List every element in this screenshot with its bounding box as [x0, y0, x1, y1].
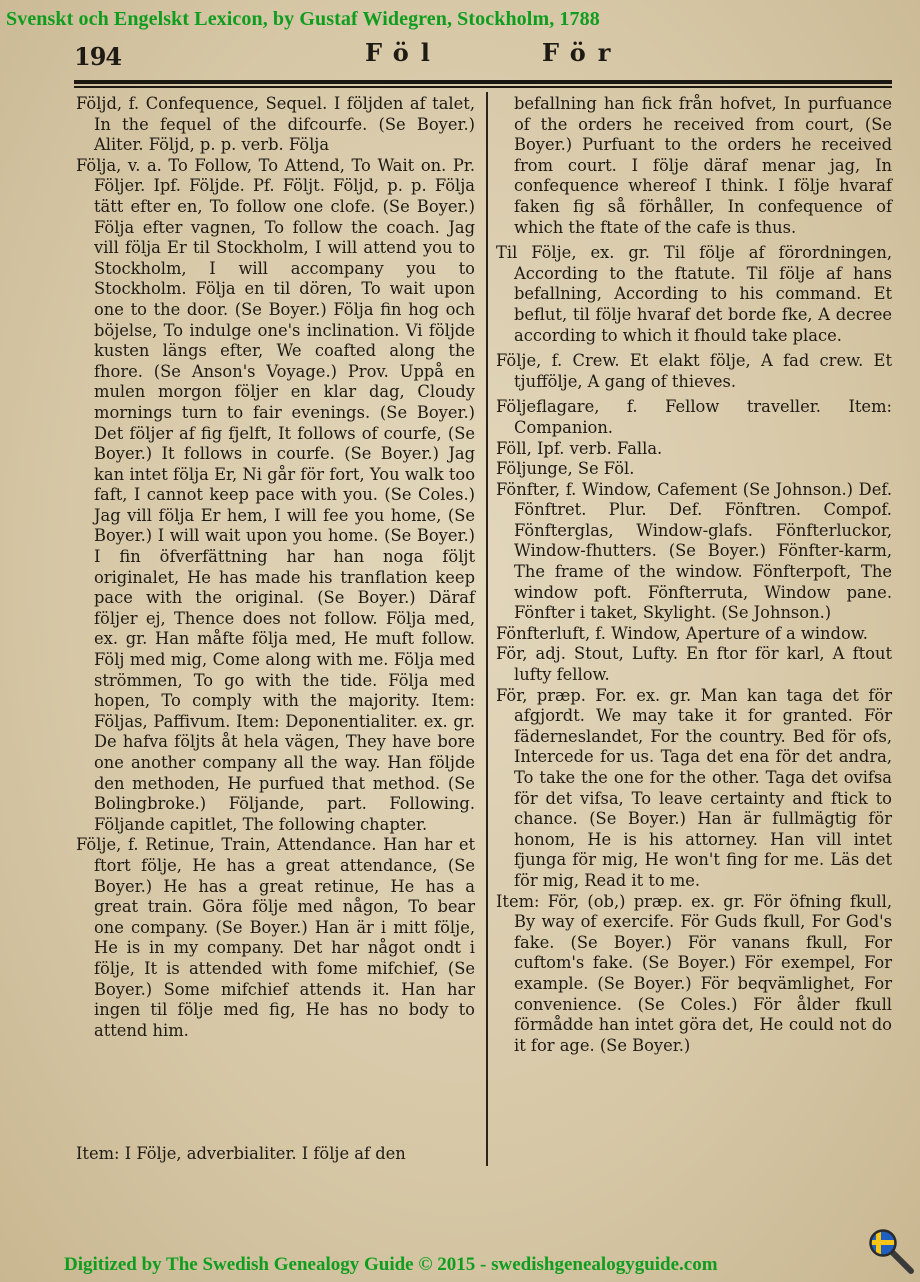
guide-word-left: Föl [365, 38, 442, 67]
entry-for-adj: För, adj. Stout, Lufty. En ftor för karl, A ftout lufty fellow. [496, 644, 892, 685]
entry-folunge: Följunge, Se Föl. [496, 459, 635, 479]
digitizer-banner-bottom: Digitized by The Swedish Genealogy Guide © 2015 - swedishgenealogyguide.com [64, 1254, 718, 1275]
header-rule-thin [74, 86, 892, 88]
entry-foll: Föll, Ipf. verb. Falla. [496, 438, 663, 458]
entry-foljd: Följd, f. Confequence, Sequel. I följden af talet, In the fequel of the difcourfe. (Se Boyer.) Aliter. Följd, p. p. verb. Följa [76, 94, 475, 155]
right-column [496, 94, 892, 1056]
digitizer-banner-top: Svenskt och Engelskt Lexicon, by Gustaf Widegren, Stockholm, 1788 [6, 8, 600, 30]
page-header [0, 38, 920, 76]
entry-folja: Följa, v. a. To Follow, To Attend, To Wait on. Pr. Följer. Ipf. Följde. Pf. Följt. Följd, p. p. Följa tätt efter en, To follow one clofe. (Se Boyer.) Följa efter vagnen, To follow the coach. Jag vill följa Er til Stockholm, I will attend you to Stockholm, I will accompany you to Stockholm. Följa en til dören, To wait upon one to the door. (Se Boyer.) Följa fin hog och böjelse, To indulge one's inclination. Vi följde kusten längs efter, We coafted along the fhore. (Se Anson's Voyage.) Prov. Uppå en mulen morgon följer en klar dag, Cloudy mornings turn to fair evenings. (Se Boyer.) Det följer af fig fjelft, It follows of courfe, (Se Boyer.) It follows in courfe. (Se Boyer.) Jag kan intet följa Er, Ni går för fort, You walk too faft, I cannot keep pace with you. (Se Coles.) Jag vill följa Er hem, I will fee you home, (Se Boyer.) I will wait upon you home. (Se Boyer.) I fin öfverfättning har han noga följt originalet, He has made his tranflation keep pace with the original. (Se Boyer.) Däraf följer ej, Thence does not follow. Följa med, ex. gr. Han måfte följa med, He muft follow. Följ med mig, Come along with me. Följa med strömmen, To go with the tide. Följa med hopen, To comply with the majority. Item: Följas, Paffivum. Item: Deponentialiter. ex. gr. De hafva följts åt hela vägen, They have bore one another company all the way. Han följde den methoden, He purfued that method. (Se Bolingbroke.) Följande, part. Following. Följande capitlet, The following chapter. [76, 155, 475, 834]
entry-item-for: Item: För, (ob,) præp. ex. gr. För öfning fkull, By way of exercife. För Guds fkull, For God's fake. (Se Boyer.) För vanans fkull, For cuftom's fake. (Se Boyer.) För exempel, For example. (Se Boyer.) För beqvämlighet, For convenience. (Se Coles.) För ålder fkull förmådde han intet göra det, He could not do it for age. (Se Boyer.) [496, 891, 892, 1055]
entry-folje-retinue: Följe, f. Retinue, Train, Attendance. Han har et ftort följe, He has a great attendance, (Se Boyer.) He has a great retinue, He has a great train. Göra följe med någon, To bear one company. (Se Boyer.) Han är i mitt följe, He is in my company. Det har något ondt i följe, It is attended with fome mifchief, (Se Boyer.) Some mifchief attends it. Han har ingen til följe med fig, He has no body to attend him. [76, 835, 475, 1040]
entry-fonster: Fönfter, f. Window, Cafement (Se Johnson.) Def. Fönftret. Plur. Def. Fönftren. Compof. Fönfterglas, Window-glafs. Fönfterluckor, Window-fhutters. (Se Boyer.) Fönfter-karm, The frame of the window. Fönfterpoft, The window poft. Fönfterruta, Window pane. Fönfter i taket, Skylight. (Se Johnson.) [496, 479, 892, 623]
header-rule-thick [74, 80, 892, 84]
page-number: 194 [74, 42, 122, 71]
guide-word-right: För [542, 38, 623, 67]
entry-fonsterluft: Fönfterluft, f. Window, Aperture of a window. [496, 623, 868, 643]
left-column-tail: Item: I Följe, adverbialiter. I följe af den [76, 1144, 406, 1163]
entry-continuation: befallning han fick från hofvet, In purfuance of the orders he received from court, (Se Boyer.) Purfuant to the orders he received from court. I följe däraf menar jag, In confequence whereof I think. I följe hvaraf faken fig så förhåller, In confequence of which the ftate of the cafe is thus. [514, 94, 892, 237]
entry-folje-crew: Följe, f. Crew. Et elakt följe, A fad crew. Et tjufföljе, A gang of thieves. [496, 351, 892, 391]
left-column [76, 94, 475, 1041]
entry-til-folje: Til Följe, ex. gr. Til följe af förordningen, According to the ftatute. Til följe af hans befallning, According to his command. Et beflut, til följe hvaraf det borde fke, A decree according to which it fhould take place. [496, 243, 892, 345]
magnifier-with-swedish-flag-icon[interactable] [866, 1226, 916, 1276]
entry-foljeslagare: Följeflagare, f. Fellow traveller. Item: Companion. [496, 397, 892, 437]
column-divider [486, 92, 488, 1166]
entry-for-praep: För, præp. For. ex. gr. Man kan taga det för afgjordt. We may take it for granted. För fäderneslandet, For the country. Bed för ofs, Intercede for us. Taga det ena för det andra, To take the one for the other. Taga det ovifsa för det vifsa, To leave certainty and ftick to chance. (Se Boyer.) Han är fullmägtig för honom, He is his attorney. Han vill intet fjunga för mig, He won't fing for me. Läs det för mig, Read it to me. [496, 685, 892, 890]
